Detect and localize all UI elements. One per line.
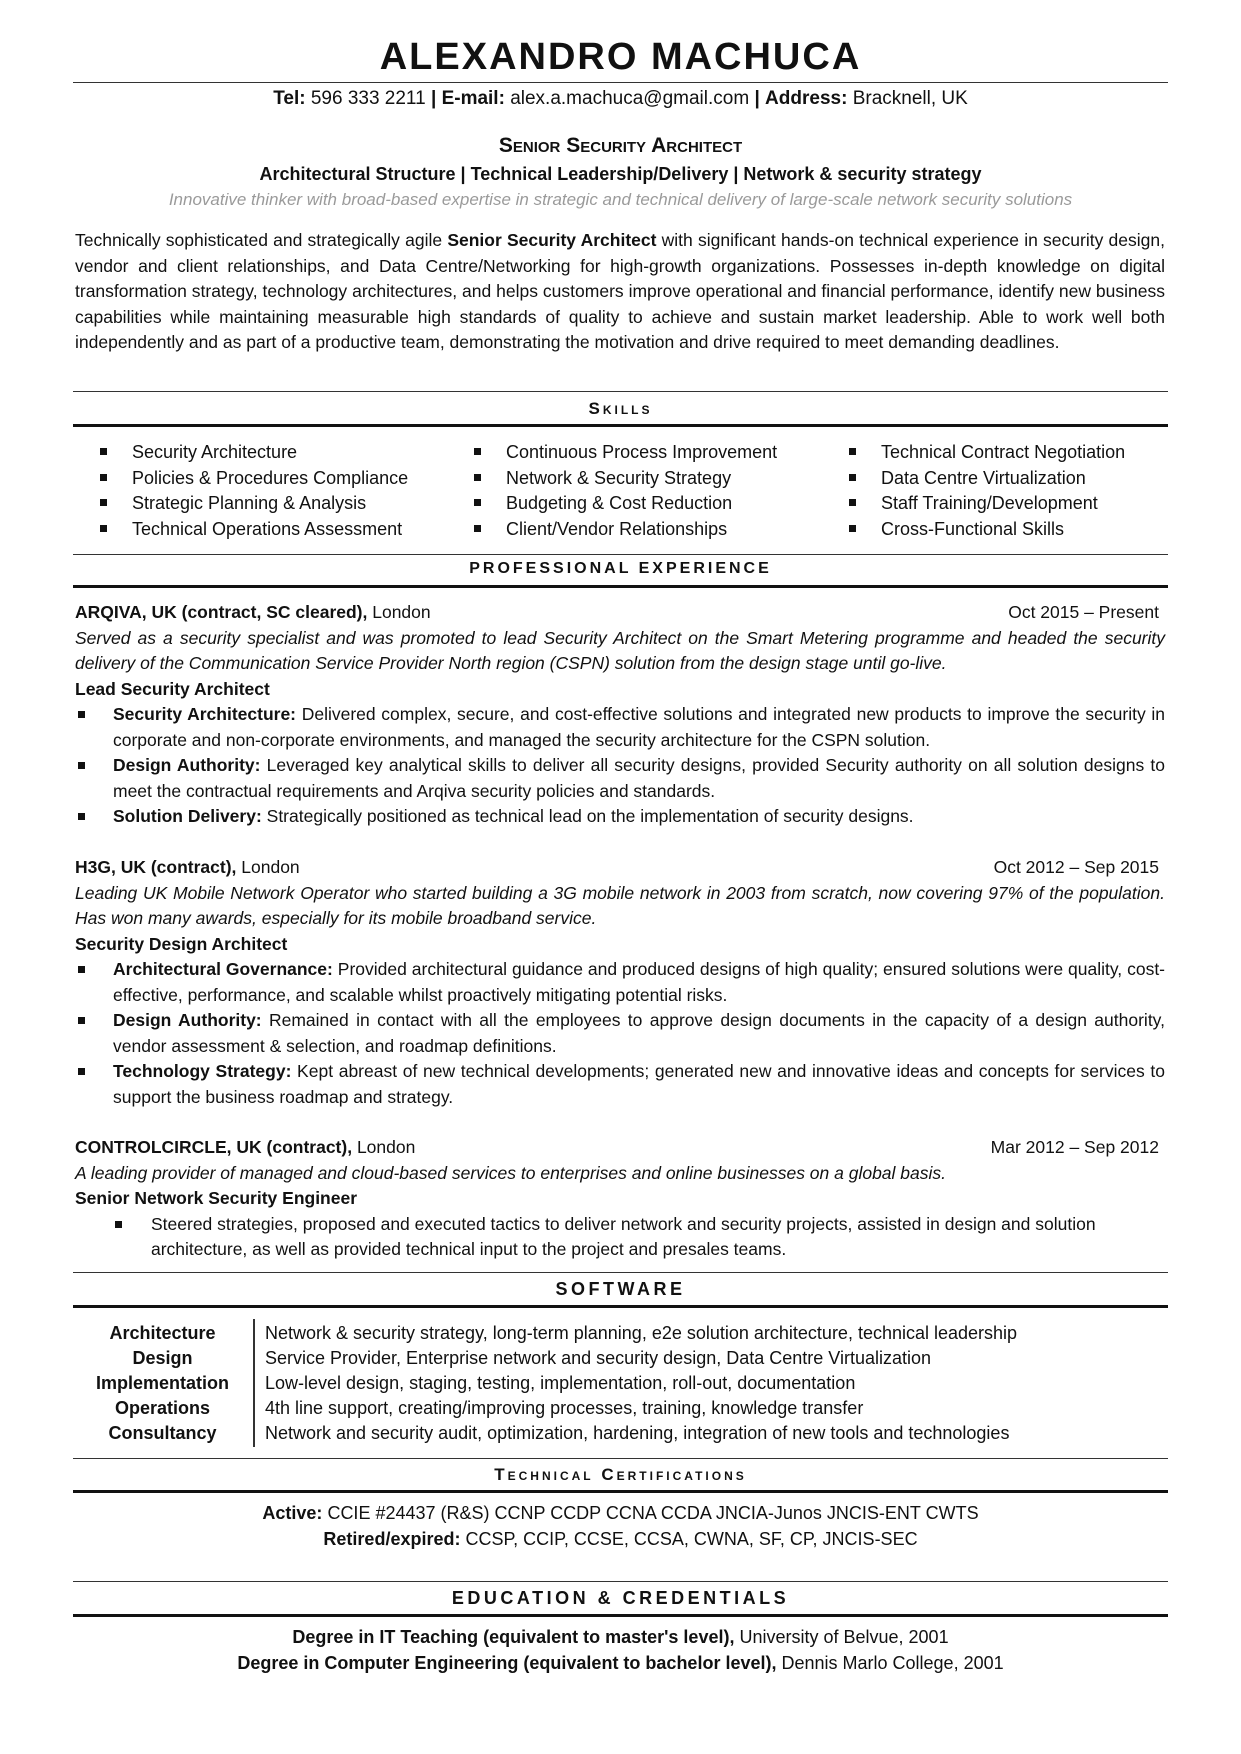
job-entry [75, 1135, 1165, 1263]
software-label: Operations [114, 1398, 211, 1418]
software-label: Architecture [109, 1323, 216, 1343]
bullet-icon [849, 448, 856, 455]
software-label: Consultancy [108, 1423, 217, 1443]
divider [73, 585, 1168, 588]
software-heading: SOFTWARE [555, 1279, 686, 1299]
summary-pre: Technically sophisticated and strategically agile [75, 230, 448, 250]
tel-label: Tel: [273, 88, 306, 109]
summary-bold: Senior Security Architect [447, 230, 657, 250]
divider [73, 1272, 1168, 1273]
education-item: Degree in Computer Engineering (equivalent to bachelor level), Dennis Marlo College, 2001 [237, 1653, 1004, 1673]
skill-item: Continuous Process Improvement [458, 440, 777, 466]
bullet-icon [100, 448, 107, 455]
bullet-icon [78, 813, 85, 820]
software-value: Service Provider, Enterprise network and security design, Data Centre Virtualization [265, 1348, 931, 1368]
job-subtitle: Architectural Structure | Technical Leadership/Delivery | Network & security strategy [259, 164, 982, 184]
job-entry [75, 855, 1165, 1110]
skill-item: Data Centre Virtualization [833, 466, 1125, 492]
bullet-icon [78, 762, 85, 769]
bullet-icon [78, 1017, 85, 1024]
divider [73, 82, 1168, 83]
bullet-icon [474, 525, 481, 532]
education-item: Degree in IT Teaching (equivalent to master's level), University of Belvue, 2001 [292, 1627, 949, 1647]
bullet-icon [78, 966, 85, 973]
summary-paragraph [75, 228, 1165, 356]
active-certifications: Active: CCIE #24437 (R&S) CCNP CCDP CCNA CCDA JNCIA-Junos JNCIS-ENT CWTS [262, 1503, 979, 1523]
software-value: Low-level design, staging, testing, implementation, roll-out, documentation [265, 1373, 856, 1393]
tagline: Innovative thinker with broad-based expertise in strategic and technical delivery of large-scale network security solutions [168, 190, 1073, 209]
divider [73, 1305, 1168, 1308]
job-dates: Oct 2015 – Present [1008, 602, 1159, 622]
location: London [236, 857, 300, 877]
bullet-icon [115, 1221, 122, 1228]
company-description: Served as a security specialist and was promoted to lead Security Architect on the Smart Metering programme and headed the security delivery of the Communication Service Provider North region (CSPN) solution from the design stage until go-live. [75, 627, 1165, 673]
skill-item: Strategic Planning & Analysis [84, 491, 408, 517]
software-value: Network & security strategy, long-term planning, e2e solution architecture, technical leadership [265, 1323, 1018, 1343]
skills-column-3 [833, 440, 1125, 542]
divider [73, 424, 1168, 427]
bullet-icon [474, 474, 481, 481]
address-label: Address: [765, 88, 848, 109]
skill-item: Security Architecture [84, 440, 408, 466]
divider [73, 1614, 1168, 1617]
achievement-item: Technology Strategy: Kept abreast of new technical developments; generated new and innovative ideas and concepts for services to support the business roadmap and strategy. [75, 1059, 1165, 1110]
bullet-icon [100, 474, 107, 481]
candidate-name: ALEXANDRO MACHUCA [379, 36, 862, 78]
divider [73, 1458, 1168, 1459]
software-value: Network and security audit, optimization, hardening, integration of new tools and technologies [265, 1423, 1010, 1443]
certifications-heading: Technical Certifications [494, 1465, 747, 1484]
achievement-item: Design Authority: Remained in contact with all the employees to approve design documents in the capacity of a design authority, vendor assessment & selection, and roadmap definitions. [75, 1008, 1165, 1059]
company: ARQIVA, UK (contract, SC cleared), [75, 602, 368, 622]
divider [73, 1581, 1168, 1582]
bullet-icon [849, 525, 856, 532]
job-entry [75, 600, 1165, 830]
role-title: Security Design Architect [75, 933, 288, 954]
company-description: Leading UK Mobile Network Operator who started building a 3G mobile network in 2003 from scratch, now covering 97% of the population. Has won many awards, especially for its mobile broadband service. [75, 882, 1165, 928]
skill-item: Staff Training/Development [833, 491, 1125, 517]
skills-column-1 [84, 440, 408, 542]
bullet-icon [100, 499, 107, 506]
job-title: Senior Security Architect [498, 134, 743, 157]
job-dates: Mar 2012 – Sep 2012 [990, 1137, 1159, 1157]
company-description: A leading provider of managed and cloud-based services to enterprises and online businesses on a global basis. [75, 1162, 947, 1183]
skill-item: Policies & Procedures Compliance [84, 466, 408, 492]
company: CONTROLCIRCLE, UK (contract), [75, 1137, 353, 1157]
achievement-item: Steered strategies, proposed and executed tactics to deliver network and security projects, assisted in design and solution architecture, as well as provided technical input to the project and presales teams. [75, 1212, 1165, 1263]
contact-line [0, 88, 1241, 110]
achievement-item: Architectural Governance: Provided architectural guidance and produced designs of high quality; ensured solutions were quality, cost-effective, performance, and scalable whilst proactively mitigating potential risks. [75, 957, 1165, 1008]
software-label: Design [132, 1348, 193, 1368]
achievement-item: Design Authority: Leveraged key analytical skills to deliver all security designs, provided Security authority on all solution designs to meet the contractual requirements and Arqiva security policies and standards. [75, 753, 1165, 804]
retired-certifications: Retired/expired: CCSP, CCIP, CCSE, CCSA, CWNA, SF, CP, JNCIS-SEC [323, 1529, 918, 1549]
skill-item: Budgeting & Cost Reduction [458, 491, 777, 517]
bullet-icon [100, 525, 107, 532]
role-title: Lead Security Architect [75, 678, 270, 699]
bullet-icon [849, 474, 856, 481]
column-divider [253, 1319, 255, 1447]
bullet-icon [474, 499, 481, 506]
bullet-icon [78, 1068, 85, 1075]
divider [73, 391, 1168, 392]
software-value: 4th line support, creating/improving processes, training, knowledge transfer [265, 1398, 864, 1418]
location: London [352, 1137, 416, 1157]
software-label: Implementation [95, 1373, 229, 1393]
skill-item: Network & Security Strategy [458, 466, 777, 492]
address-value: Bracknell, UK [852, 88, 968, 109]
skill-item: Technical Contract Negotiation [833, 440, 1125, 466]
skill-item: Cross-Functional Skills [833, 517, 1125, 543]
skill-item: Technical Operations Assessment [84, 517, 408, 543]
experience-heading: PROFESSIONAL EXPERIENCE [469, 560, 772, 577]
separator: | [430, 88, 437, 109]
location: London [367, 602, 431, 622]
bullet-icon [849, 499, 856, 506]
skill-item: Client/Vendor Relationships [458, 517, 777, 543]
email-value[interactable]: alex.a.machuca@gmail.com [510, 88, 750, 109]
skills-column-2 [458, 440, 777, 542]
achievement-item: Security Architecture: Delivered complex, secure, and cost-effective solutions and integrated new products to improve the security in corporate and non-corporate environments, and managed the security architecture for the CSPN solution. [75, 702, 1165, 753]
email-label: E-mail: [441, 88, 505, 109]
summary-post: with significant hands-on technical experience in security design, vendor and client relationships, and Data Centre/Networking for high-growth organizations. Possesses in-depth knowledge on digital transformation strategy, technology architectures, and helps customers improve operational and financial performance, identify new business capabilities while maintaining measurable high standards of quality to achieve and sustain market leadership. Able to work well both independently and as part of a productive team, demonstrating the motivation and drive required to meet demanding deadlines. [75, 230, 1165, 352]
separator: | [754, 88, 760, 109]
bullet-icon [474, 448, 481, 455]
skills-heading: Skills [588, 399, 653, 418]
divider [73, 554, 1168, 555]
software-labels [85, 1321, 240, 1446]
tel-value: 596 333 2211 [310, 88, 426, 109]
bullet-icon [78, 711, 85, 718]
software-values [265, 1321, 1017, 1446]
job-dates: Oct 2012 – Sep 2015 [993, 857, 1159, 877]
role-title: Senior Network Security Engineer [75, 1188, 358, 1208]
education-heading: EDUCATION & CREDENTIALS [451, 1588, 790, 1608]
achievement-item: Solution Delivery: Strategically positioned as technical lead on the implementation of security designs. [75, 804, 1165, 830]
divider [73, 1490, 1168, 1493]
company: H3G, UK (contract), [75, 857, 237, 877]
